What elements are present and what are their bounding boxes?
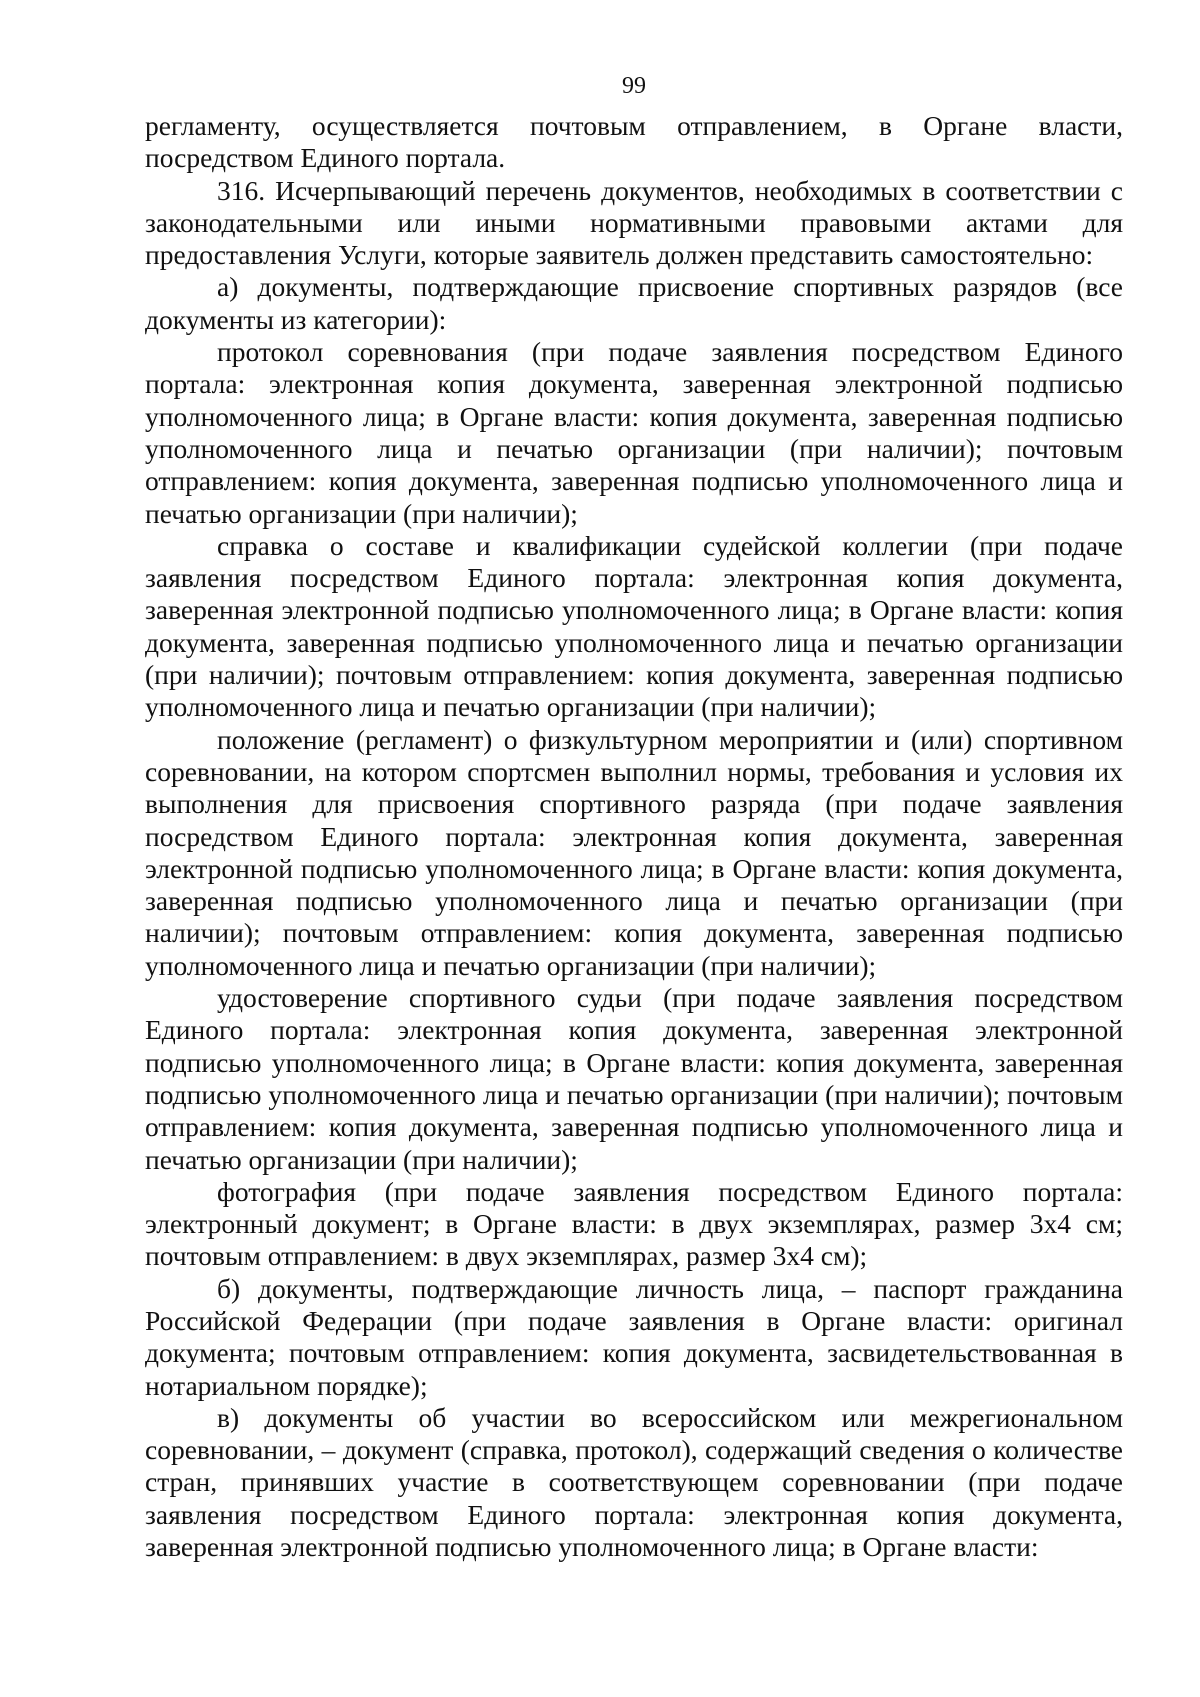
paragraph-5: справка о составе и квалификации судейской коллегии (при подаче заявления посредством Единого портала: электронная копия документа, заверенная электронной подписью уполномоченного лица; в Органе власти: копия документа, заверенная подписью уполномоченного лица и печатью организации (при наличии); почтовым отправлением: копия документа, заверенная подписью уполномоченного лица и печатью организации (при наличии);	[145, 529, 1123, 723]
paragraph-6: положение (регламент) о физкультурном мероприятии и (или) спортивном соревновании, на котором спортсмен выполнил нормы, требования и условия их выполнения для присвоения спортивного разряда (при подаче заявления посредством Единого портала: электронная копия документа, заверенная электронной подписью уполномоченного лица; в Органе власти: копия документа, заверенная подписью уполномоченного лица и печатью организации (при наличии); почтовым отправлением: копия документа, заверенная подписью уполномоченного лица и печатью организации (при наличии);	[145, 723, 1123, 981]
paragraph-3: а) документы, подтверждающие присвоение спортивных разрядов (все документы из категории):	[145, 271, 1123, 335]
document-page	[145, 72, 1123, 1563]
paragraph-1: регламенту, осуществляется почтовым отправлением, в Органе власти, посредством Единого портала.	[145, 110, 1123, 174]
page-number: 99	[622, 73, 646, 99]
paragraph-9: б) документы, подтверждающие личность лица, – паспорт гражданина Российской Федерации (при подаче заявления в Органе власти: оригинал документа; почтовым отправлением: копия документа, засвидетельствованная в нотариальном порядке);	[145, 1272, 1123, 1401]
paragraph-2: 316. Исчерпывающий перечень документов, необходимых в соответствии с законодательными или иными нормативными правовыми актами для предоставления Услуги, которые заявитель должен представить самостоятельно:	[145, 174, 1123, 271]
paragraph-10: в) документы об участии во всероссийском или межрегиональном соревновании, – документ (справка, протокол), содержащий сведения о количестве стран, принявших участие в соответствующем соревновании (при подаче заявления посредством Единого портала: электронная копия документа, заверенная электронной подписью уполномоченного лица; в Органе власти:	[145, 1401, 1123, 1563]
paragraph-4: протокол соревнования (при подаче заявления посредством Единого портала: электронная копия документа, заверенная электронной подписью уполномоченного лица; в Органе власти: копия документа, заверенная подписью уполномоченного лица и печатью организации (при наличии); почтовым отправлением: копия документа, заверенная подписью уполномоченного лица и печатью организации (при наличии);	[145, 336, 1123, 529]
body-text	[145, 110, 1123, 1563]
paragraph-7: удостоверение спортивного судьи (при подаче заявления посредством Единого портала: электронная копия документа, заверенная электронной подписью уполномоченного лица; в Органе власти: копия документа, заверенная подписью уполномоченного лица и печатью организации (при наличии); почтовым отправлением: копия документа, заверенная подписью уполномоченного лица и печатью организации (при наличии);	[145, 982, 1123, 1175]
paragraph-8: фотография (при подаче заявления посредством Единого портала: электронный документ; в Органе власти: в двух экземплярах, размер 3х4 см; почтовым отправлением: в двух экземплярах, размер 3х4 см);	[145, 1175, 1123, 1272]
